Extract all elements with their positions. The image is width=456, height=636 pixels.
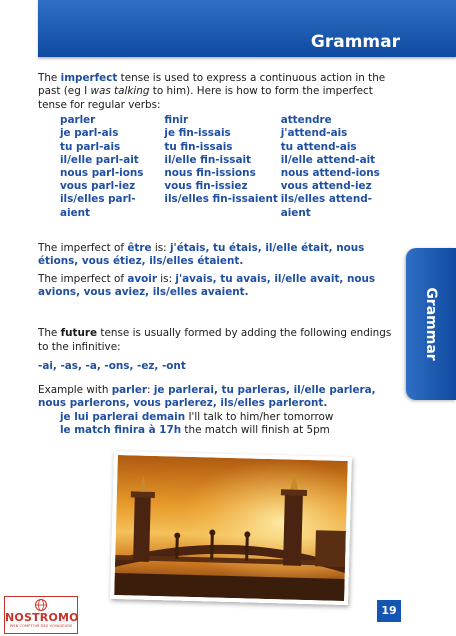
future-text: tense is usually formed by adding the following endings to the infinitive: bbox=[38, 327, 392, 353]
side-tab-label: Grammar bbox=[423, 287, 439, 361]
etre-verb: être bbox=[127, 241, 152, 254]
intro-italic-example: was talking bbox=[90, 85, 150, 98]
side-tab-grammar[interactable] bbox=[406, 248, 456, 400]
conjugation-column-parler bbox=[60, 114, 164, 220]
conjugation-cell: attendre bbox=[280, 114, 332, 127]
conjugation-column-attendre bbox=[281, 114, 400, 220]
conjugation-cell: il/elle attend-ait bbox=[280, 153, 376, 166]
example-forms: je parlerai, tu parleras, il/elle parlera, nous parlerons, vous parlerez, ils/elles parleront. bbox=[38, 383, 376, 410]
example-verb: parler bbox=[111, 383, 148, 396]
grammar-content bbox=[38, 72, 400, 437]
example-french: je lui parlerai demain bbox=[60, 410, 186, 423]
page-number-box bbox=[377, 600, 401, 622]
conjugation-cell: tu parl-ais bbox=[60, 140, 121, 153]
logo-tagline: WEB COMPTOIR DES VOYAGEURS bbox=[9, 624, 73, 628]
future-endings: -ai, -as, -a, -ons, -ez, -ont bbox=[38, 360, 186, 373]
header-bar bbox=[38, 0, 456, 57]
imperfect-keyword: imperfect bbox=[60, 72, 118, 84]
intro-text: The bbox=[38, 72, 61, 84]
globe-icon bbox=[31, 598, 51, 611]
conjugation-cell: je fin-issais bbox=[164, 127, 231, 140]
conjugation-cell: j'attend-ais bbox=[280, 127, 348, 140]
etre-text: is: bbox=[151, 241, 170, 254]
conjugation-cell: je parl-ais bbox=[60, 127, 119, 140]
etre-forms: j'étais, tu étais, il/elle était, nous étions, vous étiez, ils/elles étaient. bbox=[38, 241, 365, 268]
conjugation-cell: tu fin-issais bbox=[164, 140, 233, 153]
example-french: le match finira à 17h bbox=[60, 423, 182, 436]
etre-paragraph bbox=[38, 242, 400, 269]
avoir-forms: j'avais, tu avais, il/elle avait, nous avions, vous aviez, ils/elles avaient. bbox=[38, 272, 376, 299]
conjugation-cell: finir bbox=[164, 114, 189, 127]
conjugation-cell: vous attend-iez bbox=[280, 180, 372, 193]
conjugation-cell: il/elle parl-ait bbox=[60, 153, 139, 166]
avoir-text: The imperfect of bbox=[38, 272, 128, 285]
example-text: : bbox=[147, 383, 154, 396]
intro-text: tense is used to express a continuous action in the past (eg I bbox=[38, 72, 386, 98]
example-english: the match will finish at 5pm bbox=[181, 423, 330, 436]
logo-name: NOSTROMO bbox=[5, 611, 79, 624]
avoir-paragraph bbox=[38, 273, 400, 300]
page-title: Grammar bbox=[310, 32, 400, 52]
future-keyword: future bbox=[60, 327, 98, 340]
conjugation-cell: nous fin-issions bbox=[164, 167, 256, 180]
conjugation-column-finir bbox=[164, 114, 280, 220]
conjugation-table bbox=[60, 114, 400, 220]
imperfect-intro bbox=[38, 72, 400, 112]
example-english: I'll talk to him/her tomorrow bbox=[185, 410, 334, 423]
bridge-silhouette bbox=[114, 455, 348, 601]
conjugation-cell: il/elle fin-issait bbox=[164, 153, 252, 166]
avoir-verb: avoir bbox=[127, 272, 157, 285]
bridge-photo bbox=[110, 451, 352, 605]
conjugation-cell: ils/elles fin-issaient bbox=[164, 193, 278, 206]
page-number: 19 bbox=[381, 604, 397, 617]
conjugation-cell: vous fin-issiez bbox=[164, 180, 248, 193]
example-line bbox=[60, 411, 400, 424]
future-intro bbox=[38, 327, 400, 354]
example-paragraph bbox=[38, 384, 400, 411]
future-text: The bbox=[38, 327, 61, 340]
intro-text: to him). Here is how to form the imperfect tense for regular verbs: bbox=[38, 85, 373, 111]
example-text: Example with bbox=[38, 383, 112, 396]
conjugation-cell: parler bbox=[60, 114, 96, 127]
conjugation-cell: vous parl-iez bbox=[60, 180, 136, 193]
conjugation-cell: ils/elles parl-aient bbox=[60, 193, 136, 219]
example-line bbox=[60, 424, 400, 437]
avoir-text: is: bbox=[156, 272, 176, 285]
conjugation-cell: tu attend-ais bbox=[280, 140, 357, 153]
conjugation-cell: nous attend-ions bbox=[280, 167, 380, 180]
conjugation-cell: nous parl-ions bbox=[60, 167, 144, 180]
nostromo-logo bbox=[4, 596, 78, 634]
conjugation-cell: ils/elles attend-aient bbox=[280, 193, 372, 219]
etre-text: The imperfect of bbox=[38, 241, 128, 254]
